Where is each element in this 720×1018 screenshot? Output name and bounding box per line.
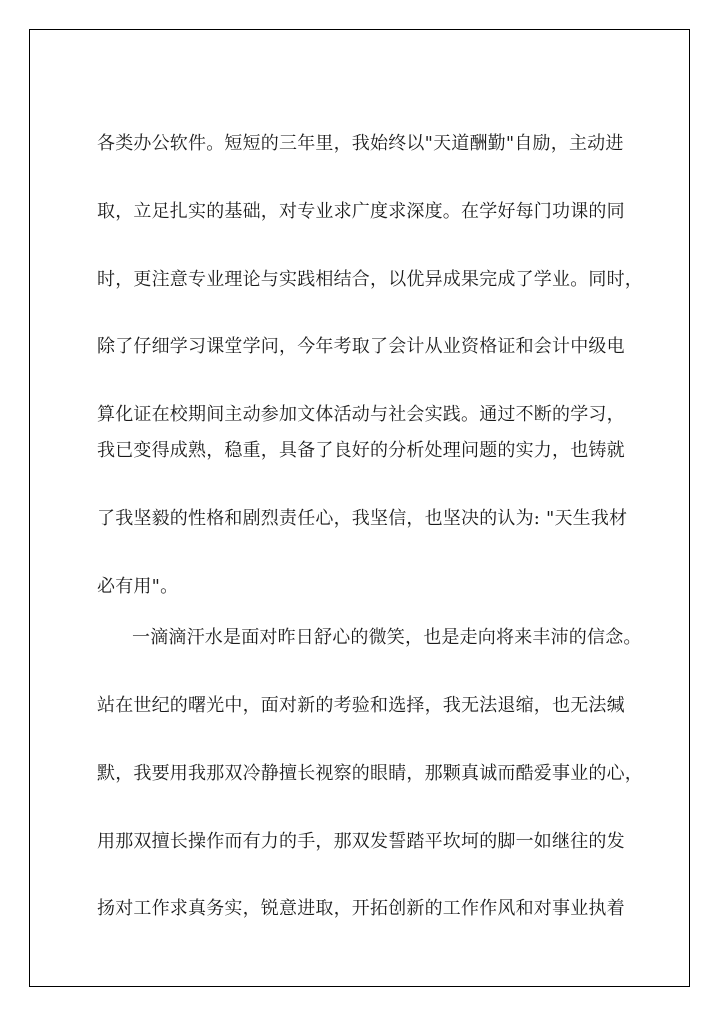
text-line: 取，立足扎实的基础，对专业求广度求深度。在学好每门功课的同 — [97, 201, 625, 222]
text-line: 除了仔细学习课堂学问，今年考取了会计从业资格证和会计中级电 — [97, 336, 625, 357]
text-line: 我已变得成熟，稳重，具备了良好的分析处理问题的实力，也铸就 — [97, 440, 625, 461]
text-line: 了我坚毅的性格和剧烈责任心，我坚信，也坚决的认为: "天生我材 — [97, 508, 628, 529]
text-line: 算化证在校期间主动参加文体活动与社会实践。通过不断的学习， — [97, 404, 625, 425]
text-line: 默，我要用我那双冷静擅长视察的眼睛，那颗真诚而酷爱事业的心， — [97, 763, 643, 784]
text-line: 用那双擅长操作而有力的手，那双发誓踏平坎坷的脚一如继往的发 — [97, 831, 625, 852]
text-line: 时，更注意专业理论与实践相结合，以优异成果完成了学业。同时， — [97, 269, 643, 290]
text-line: 必有用"。 — [97, 576, 179, 597]
text-line: 站在世纪的曙光中，面对新的考验和选择，我无法退缩，也无法缄 — [97, 695, 625, 716]
paragraph-first-line: 一滴滴汗水是面对昨日舒心的微笑，也是走向将来丰沛的信念。 — [132, 627, 642, 648]
text-line: 各类办公软件。短短的三年里，我始终以"天道酬勤"自励，主动进 — [97, 133, 624, 154]
text-line: 扬对工作求真务实，锐意进取，开拓创新的工作作风和对事业执着 — [97, 898, 625, 919]
